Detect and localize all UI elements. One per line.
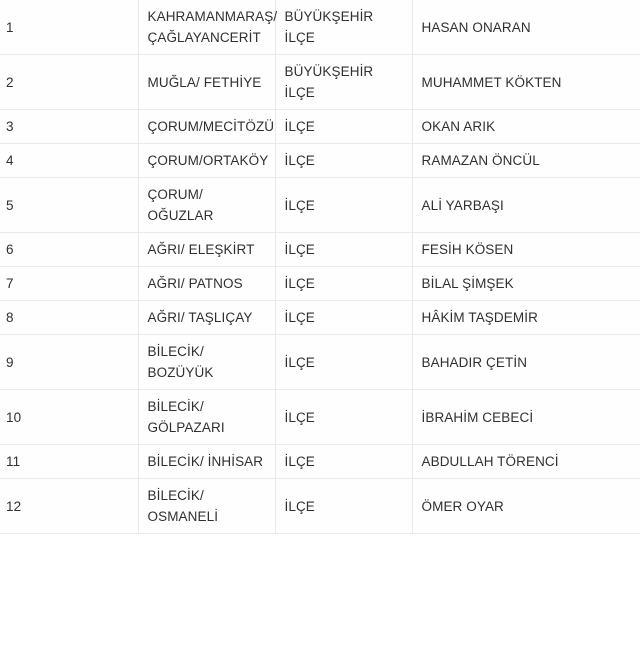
table-row [0, 110, 640, 144]
location-cell: KAHRAMANMARAŞ/ ÇAĞLAYANCERİT [138, 0, 275, 55]
table-row [0, 0, 640, 55]
location-cell: AĞRI/ ELEŞKİRT [138, 233, 275, 267]
person-name-cell: HASAN ONARAN [412, 0, 640, 55]
location-cell: BİLECİK/ İNHİSAR [138, 445, 275, 479]
location-cell: AĞRI/ PATNOS [138, 267, 275, 301]
unit-type-cell: İLÇE [275, 479, 412, 534]
row-number-cell: 2 [0, 55, 138, 110]
unit-type-cell: İLÇE [275, 178, 412, 233]
row-number-cell: 12 [0, 479, 138, 534]
table-row [0, 178, 640, 233]
person-name-cell: OKAN ARIK [412, 110, 640, 144]
row-number-cell: 9 [0, 335, 138, 390]
person-name-cell: BAHADIR ÇETİN [412, 335, 640, 390]
unit-type-cell: İLÇE [275, 110, 412, 144]
row-number-cell: 5 [0, 178, 138, 233]
unit-type-cell: BÜYÜKŞEHİR İLÇE [275, 55, 412, 110]
unit-type-cell: İLÇE [275, 144, 412, 178]
table-row [0, 390, 640, 445]
location-cell: BİLECİK/ BOZÜYÜK [138, 335, 275, 390]
unit-type-cell: İLÇE [275, 445, 412, 479]
location-cell: BİLECİK/ GÖLPAZARI [138, 390, 275, 445]
location-cell: MUĞLA/ FETHİYE [138, 55, 275, 110]
row-number-cell: 4 [0, 144, 138, 178]
table-row [0, 301, 640, 335]
location-cell: ÇORUM/ OĞUZLAR [138, 178, 275, 233]
person-name-cell: İBRAHİM CEBECİ [412, 390, 640, 445]
person-name-cell: HÂKİM TAŞDEMİR [412, 301, 640, 335]
unit-type-cell: İLÇE [275, 233, 412, 267]
table-row [0, 233, 640, 267]
unit-type-cell: İLÇE [275, 267, 412, 301]
person-name-cell: ÖMER OYAR [412, 479, 640, 534]
person-name-cell: ABDULLAH TÖRENCİ [412, 445, 640, 479]
location-cell: AĞRI/ TAŞLIÇAY [138, 301, 275, 335]
person-name-cell: RAMAZAN ÖNCÜL [412, 144, 640, 178]
table-row [0, 445, 640, 479]
table-row [0, 267, 640, 301]
person-name-cell: ALİ YARBAŞI [412, 178, 640, 233]
person-name-cell: BİLAL ŞİMŞEK [412, 267, 640, 301]
row-number-cell: 11 [0, 445, 138, 479]
table-row [0, 55, 640, 110]
row-number-cell: 3 [0, 110, 138, 144]
person-name-cell: FESİH KÖSEN [412, 233, 640, 267]
unit-type-cell: İLÇE [275, 335, 412, 390]
table-row [0, 479, 640, 534]
row-number-cell: 8 [0, 301, 138, 335]
location-cell: ÇORUM/MECİTÖZÜ [138, 110, 275, 144]
location-cell: BİLECİK/ OSMANELİ [138, 479, 275, 534]
unit-type-cell: İLÇE [275, 301, 412, 335]
person-name-cell: MUHAMMET KÖKTEN [412, 55, 640, 110]
row-number-cell: 1 [0, 0, 138, 55]
table-row [0, 335, 640, 390]
row-number-cell: 6 [0, 233, 138, 267]
unit-type-cell: İLÇE [275, 390, 412, 445]
location-cell: ÇORUM/ORTAKÖY [138, 144, 275, 178]
table-row [0, 144, 640, 178]
row-number-cell: 7 [0, 267, 138, 301]
row-number-cell: 10 [0, 390, 138, 445]
unit-type-cell: BÜYÜKŞEHİR İLÇE [275, 0, 412, 55]
